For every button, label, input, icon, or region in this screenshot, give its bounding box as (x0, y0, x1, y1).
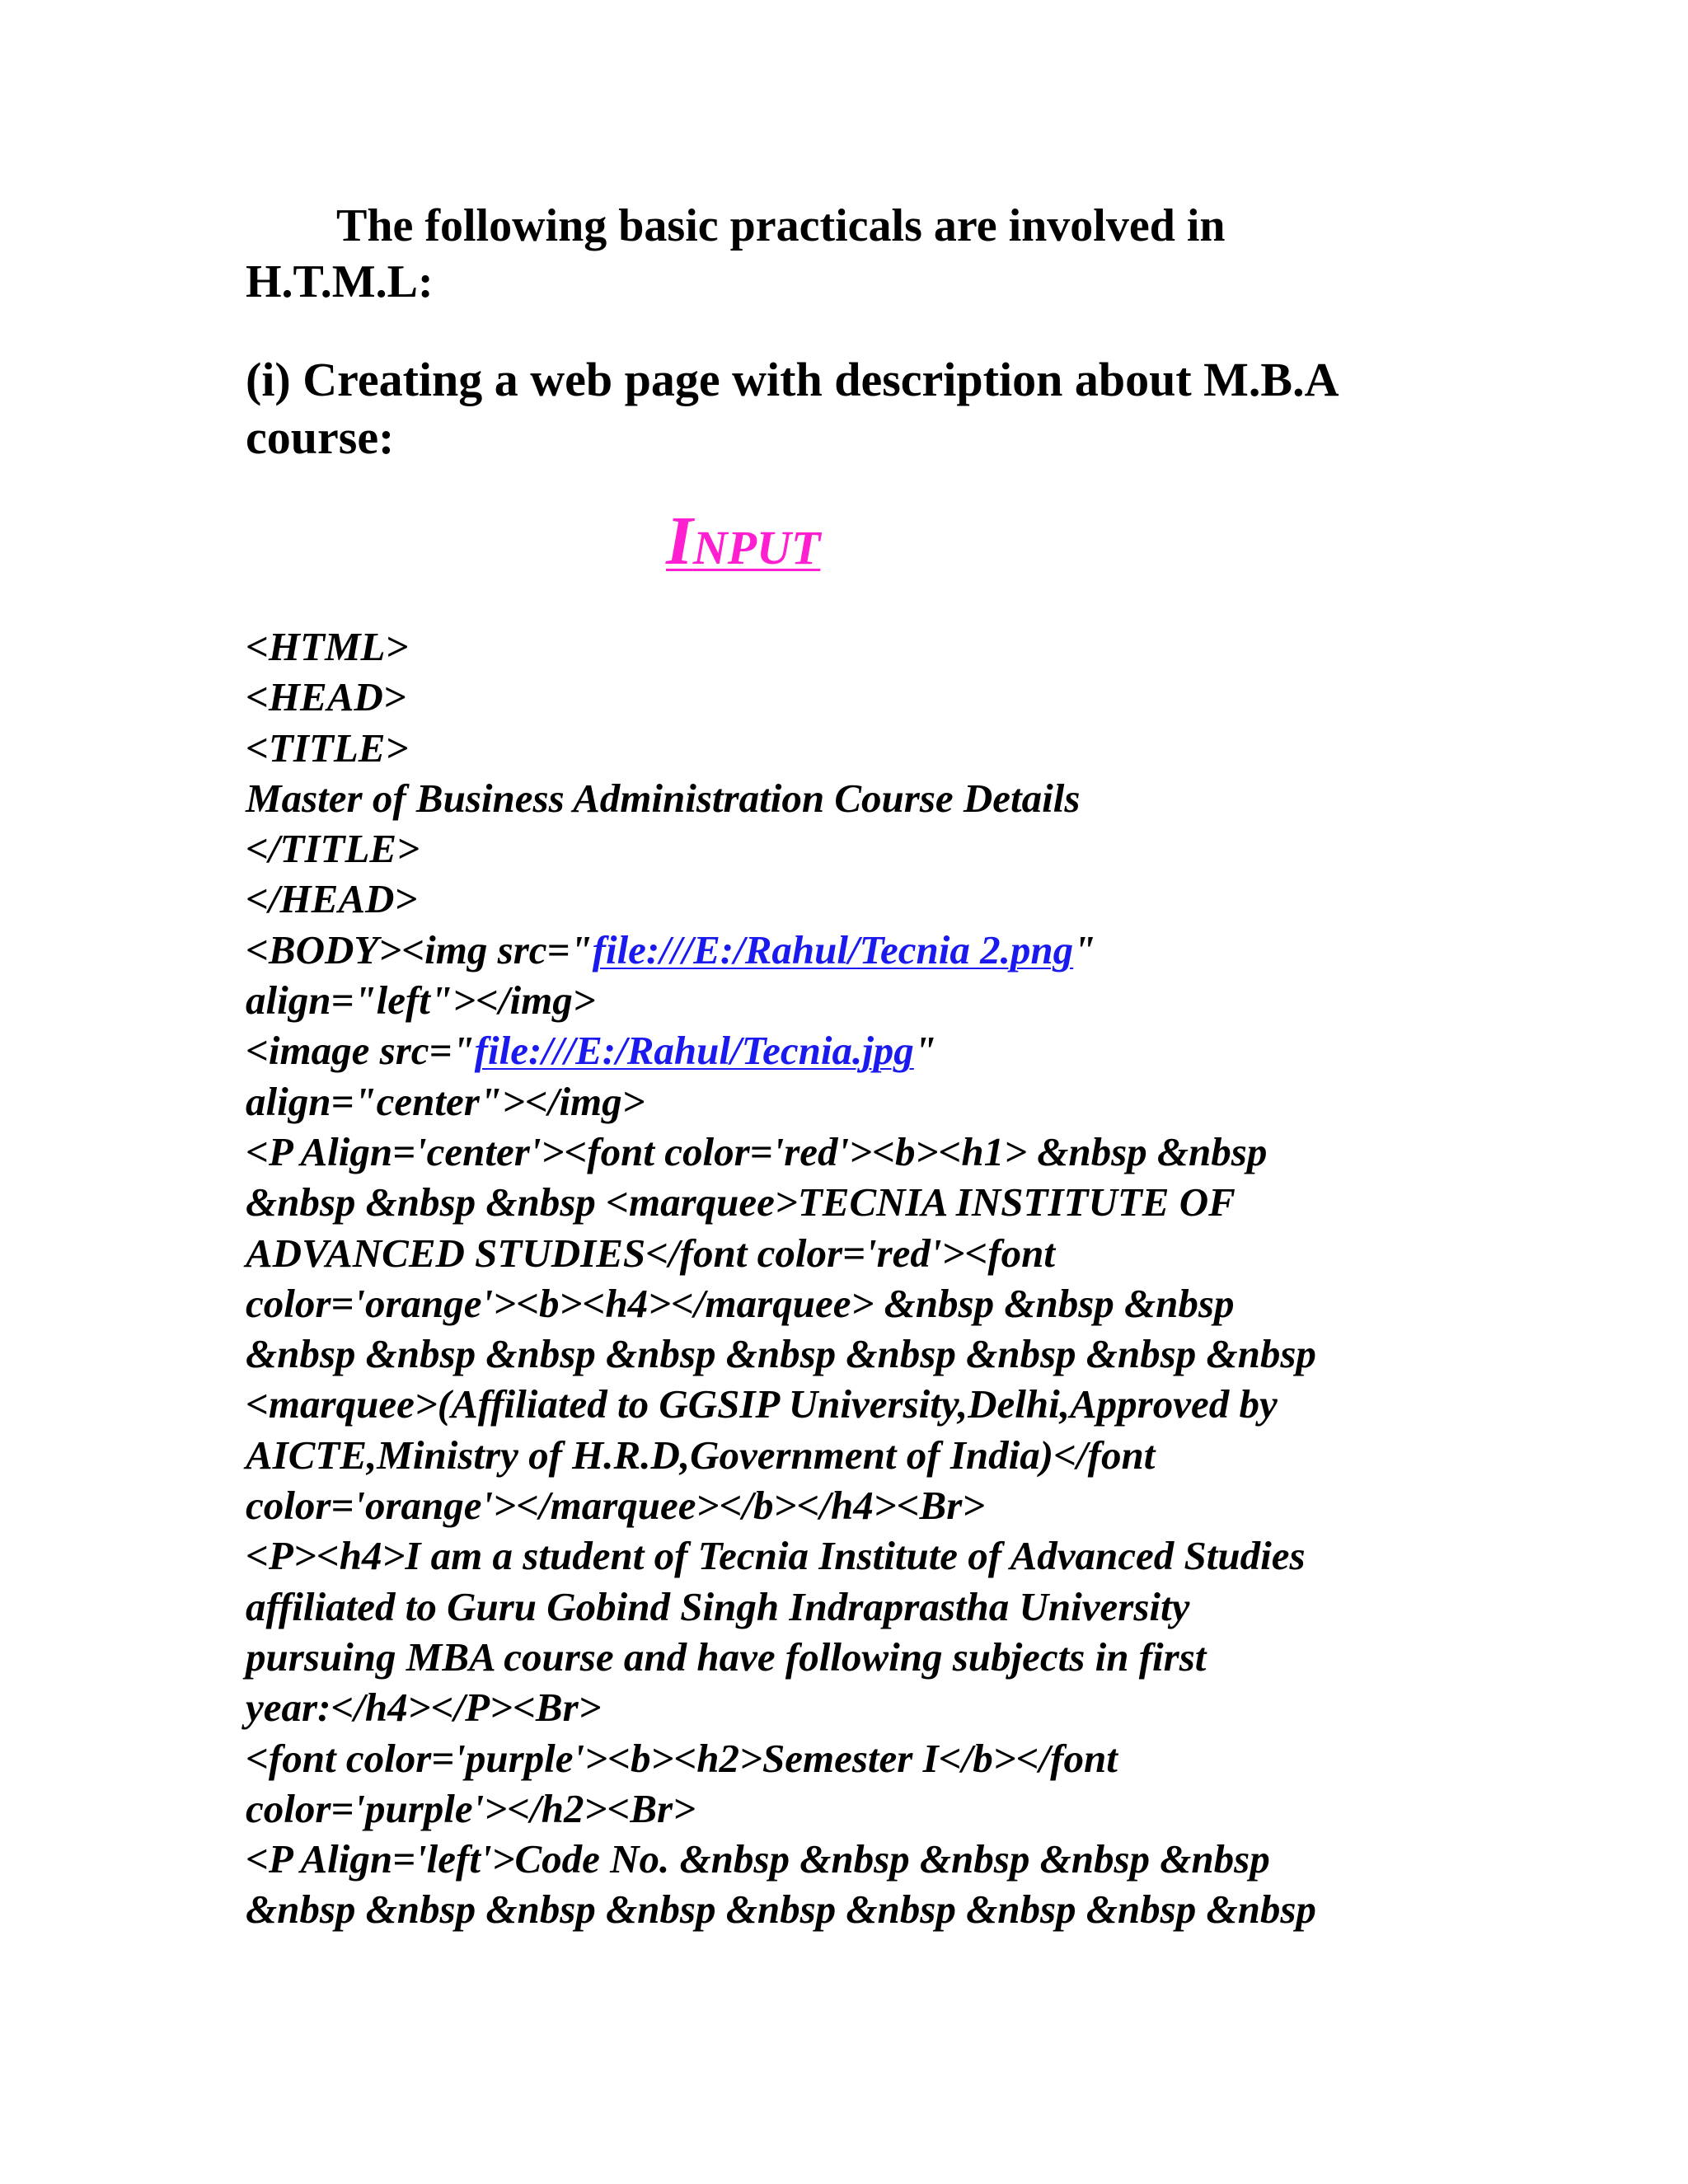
section-heading (246, 351, 1531, 466)
code-line-19: <P><h4>I am a student of Tecnia Institute of Advanced Studies (246, 1533, 1306, 1579)
code-line-24: color='purple'></h2><Br> (246, 1785, 696, 1831)
code-line-1: <HTML> (246, 624, 409, 669)
code-line-15: &nbsp &nbsp &nbsp &nbsp &nbsp &nbsp &nbsp &nbsp &nbsp (246, 1331, 1316, 1377)
input-heading (666, 504, 820, 598)
code-line-9-suffix: " (913, 1028, 937, 1074)
image-path-link-2[interactable]: file:///E:/Rahul/Tecnia.jpg (474, 1028, 914, 1074)
code-line-5: </TITLE> (246, 826, 420, 872)
code-line-17: AICTE,Ministry of H.R.D,Government of India)</font (246, 1432, 1156, 1478)
code-line-25: <P Align='left'>Code No. &nbsp &nbsp &nbsp &nbsp &nbsp (246, 1836, 1270, 1882)
code-line-12: &nbsp &nbsp &nbsp <marquee>TECNIA INSTITUTE OF (246, 1179, 1236, 1226)
code-line-7-prefix: <BODY><img src=" (246, 926, 593, 972)
code-line-11: <P Align='center'><font color='red'><b><h1> &nbsp &nbsp (246, 1128, 1268, 1174)
code-line-23: <font color='purple'><b><h2>Semester I</b></font (246, 1735, 1118, 1781)
code-line-21: pursuing MBA course and have following subjects in first (246, 1633, 1207, 1680)
code-line-16: <marquee>(Affiliated to GGSIP University,Delhi,Approved by (246, 1381, 1278, 1427)
image-path-link-1[interactable]: file:///E:/Rahul/Tecnia 2.png (592, 926, 1074, 972)
code-line-20: affiliated to Guru Gobind Singh Indraprastha University (246, 1583, 1190, 1629)
code-line-8: align="left"></img> (246, 977, 596, 1024)
input-heading-rest: NPUT (692, 521, 821, 574)
code-line-3: <TITLE> (246, 724, 409, 771)
code-line-10: align="center"></img> (246, 1078, 645, 1124)
code-listing (246, 621, 1531, 1935)
code-line-13: ADVANCED STUDIES</font color='red'><font (246, 1230, 1056, 1276)
section-heading-line-2: course: (246, 410, 395, 464)
code-line-6: </HEAD> (246, 876, 418, 922)
code-line-9 (246, 1025, 1531, 1076)
code-line-4: Master of Business Administration Course Details (246, 775, 1081, 821)
code-line-18: color='orange'></marquee></b></h4><Br> (246, 1483, 986, 1529)
code-line-7 (246, 925, 1531, 975)
code-line-26: &nbsp &nbsp &nbsp &nbsp &nbsp &nbsp &nbsp &nbsp &nbsp (246, 1886, 1316, 1933)
code-line-14: color='orange'><b><h4></marquee> &nbsp &nbsp &nbsp (246, 1280, 1235, 1326)
intro-paragraph (246, 198, 1531, 310)
section-heading-line-1: (i) Creating a web page with description about M.B.A (246, 353, 1339, 406)
intro-line-2: H.T.M.L: (246, 256, 434, 307)
code-line-7-suffix: " (1073, 926, 1096, 972)
intro-line-1: The following basic practicals are involved in (336, 200, 1226, 251)
code-line-22: year:</h4></P><Br> (246, 1685, 602, 1731)
code-line-2: <HEAD> (246, 674, 406, 720)
input-heading-initial: I (666, 503, 693, 579)
code-line-9-prefix: <image src=" (246, 1028, 475, 1074)
